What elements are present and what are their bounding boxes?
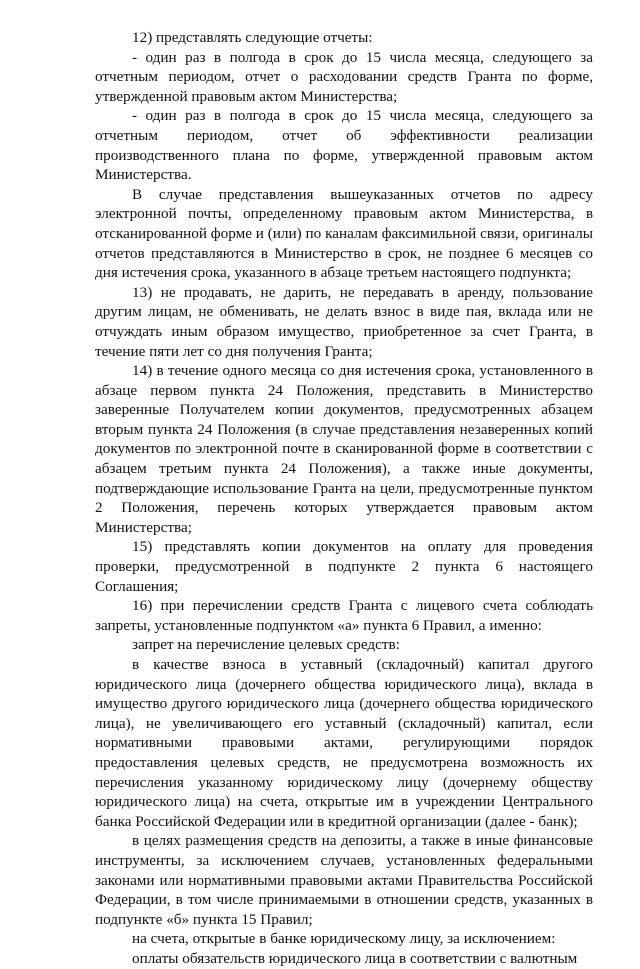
- paragraph: 13) не продавать, не дарить, не передавать в аренду, пользование другим лицам, не обменивать, не делать взнос в виде пая, вклада или не отчуждать иным образом имущество, приобретенное за счет Гранта, в течение пяти лет со дня получения Гранта;: [95, 283, 593, 360]
- paragraph: - один раз в полгода в срок до 15 числа месяца, следующего за отчетным периодом, отчет о расходовании средств Гранта по форме, утвержденной правовым актом Министерства;: [95, 48, 593, 105]
- paragraph: В случае представления вышеуказанных отчетов по адресу электронной почты, определенному правовым актом Министерства, в отсканированной форме и (или) по каналам факсимильной связи, оригиналы отчетов представляются в Министерство в срок, не позднее 6 месяцев со дня истечения срока, указанного в абзаце третьем настоящего подпункта;: [95, 185, 593, 282]
- paragraph: 14) в течение одного месяца со дня истечения срока, установленного в абзаце первом пункта 24 Положения, представить в Министерство заверенные Получателем копии документов, предусмотренных абзацем вторым пункта 24 Положения (в случае представления незаверенных копий документов по электронной почте в сканированной форме в соответствии с абзацем третьим пункта 24 Положения), а также иные документы, подтверждающие использование Гранта на цели, предусмотренные пунктом 2 Положения, перечень которых утверждается правовым актом Министерства;: [95, 362, 593, 536]
- paragraph: 16) при перечислении средств Гранта с лицевого счета соблюдать запреты, установленные подпунктом «а» пункта 6 Правил, а именно:: [95, 597, 593, 634]
- paragraph: запрет на перечисление целевых средств:: [132, 636, 400, 654]
- document-page: [95, 28, 593, 969]
- paragraph: в целях размещения средств на депозиты, а также в иные финансовые инструменты, за исключением случаев, установленных федеральными законами или нормативными правовыми актами Правительства Российской Федерации, в том числе принимаемыми в отношении средств, указанных в подпункте «б» пункта 15 Правил;: [95, 832, 593, 928]
- paragraph: на счета, открытые в банке юридическому лицу, за исключением:: [132, 930, 556, 948]
- paragraph: 15) представлять копии документов на оплату для проведения проверки, предусмотренной в подпункте 2 пункта 6 настоящего Соглашения;: [95, 538, 593, 595]
- paragraph: в качестве взноса в уставный (складочный) капитал другого юридического лица (дочернего общества юридического лица), вклада в имущество другого юридического лица (дочернего общества юридического лица), не увеличивающего его уставный (складочный) капитал, если нормативными правовыми актами, регулирующими порядок предоставления целевых средств, не предусмотрена возможность их перечисления указанному юридическому лицу (дочернему обществу юридического лица) на счета, открытые им в учреждении Центрального банка Российской Федерации или в кредитной организации (далее - банк);: [95, 656, 593, 830]
- paragraph: 12) представлять следующие отчеты:: [132, 29, 373, 46]
- paragraph: оплаты обязательств юридического лица в соответствии с валютным: [132, 949, 578, 967]
- paragraph: - один раз в полгода в срок до 15 числа месяца, следующего за отчетным периодом, отчет об эффективности реализации производственного плана по форме, утвержденной правовым актом Министерства.: [95, 107, 593, 184]
